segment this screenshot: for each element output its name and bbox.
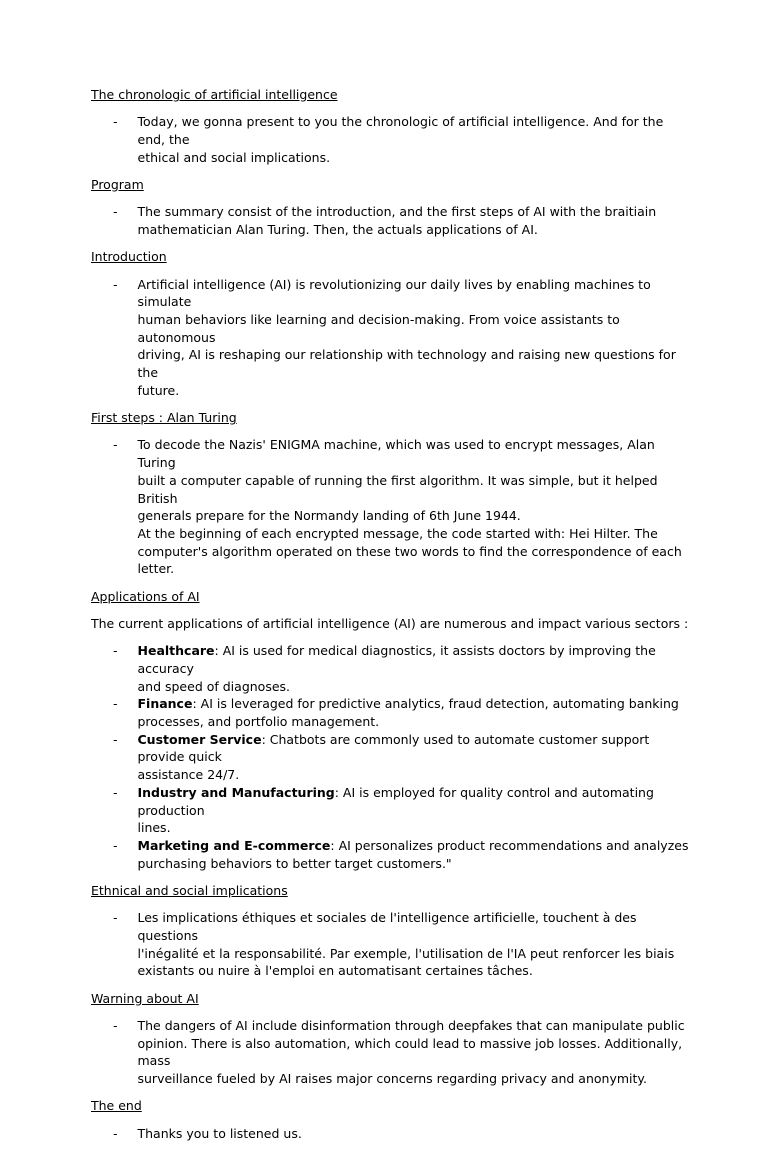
item-label: Marketing and E-commerce (137, 837, 331, 853)
bullet-list-applications (91, 642, 691, 872)
dash-bullet: - (113, 910, 118, 926)
document-page (91, 86, 691, 1152)
list-item: - Artificial intelligence (AI) is revolutionizing our daily lives by enabling machines to simulate human behaviors like learning and decision-making. From voice assistants to autonomous driving, AI is reshaping our relationship with technology and raising new questions for the future. (113, 276, 676, 398)
list-item: - The dangers of AI include disinformation through deepfakes that can manipulate public opinion. There is also automation, which could lead to massive job losses. Additionally, mass surveillance fueled by AI raises major concerns regarding privacy and anonymity. (113, 1017, 685, 1087)
list-item: - Today, we gonna present to you the chronologic of artificial intelligence. And for the end, the ethical and social implications. (113, 114, 664, 165)
list-item-industry: - Industry and Manufacturing: AI is employed for quality control and automating production lines. (113, 784, 654, 836)
applications-intro: The current applications of artificial intelligence (AI) are numerous and impact various sectors : (91, 615, 689, 631)
bullet-list-warning (91, 1017, 691, 1088)
dash-bullet: - (113, 204, 118, 220)
section-heading-introduction: Introduction (91, 249, 167, 265)
dash-bullet: - (113, 643, 118, 659)
section-heading-applications: Applications of AI (91, 588, 200, 604)
list-item: - The summary consist of the introduction, and the first steps of AI with the braitiain mathematician Alan Turing. Then, the actuals applications of AI. (113, 204, 657, 237)
dash-bullet: - (113, 731, 118, 747)
dash-bullet: - (113, 1017, 118, 1033)
list-item: - Les implications éthiques et sociales de l'intelligence artificielle, touchent à des questions l'inégalité et la responsabilité. Par exemple, l'utilisation de l'IA peut renforcer les biais existants ou nuire à l'emploi en automatisant certaines tâches. (113, 910, 675, 979)
list-item-healthcare: - Healthcare: AI is used for medical diagnostics, it assists doctors by improving the accuracy and speed of diagnoses. (113, 643, 656, 694)
section-heading-first-steps: First steps : Alan Turing (91, 410, 237, 426)
bullet-list-program (91, 203, 691, 238)
bullet-list-the-end (91, 1125, 691, 1143)
item-label: Healthcare (137, 643, 215, 659)
section-heading-title: The chronologic of artificial intelligence (91, 87, 338, 102)
bullet-list-ethics (91, 909, 691, 980)
dash-bullet: - (113, 837, 118, 853)
dash-bullet: - (113, 276, 118, 292)
section-heading-warning: Warning about AI (91, 990, 199, 1006)
dash-bullet: - (113, 1125, 118, 1141)
bullet-list-title (91, 113, 691, 166)
list-item-marketing: - Marketing and E-commerce: AI personalizes product recommendations and analyzes purchasing behaviors to better target customers." (113, 837, 689, 871)
item-label: Finance (137, 696, 193, 712)
list-item-finance: - Finance: AI is leveraged for predictive analytics, fraud detection, automating banking processes, and portfolio management. (113, 696, 679, 730)
bullet-list-first-steps (91, 436, 691, 578)
list-item-customer-service: - Customer Service: Chatbots are commonly used to automate customer support provide quick assistance 24/7. (113, 731, 650, 783)
dash-bullet: - (113, 784, 118, 800)
section-heading-ethics: Ethnical and social implications (91, 882, 288, 898)
item-label: Customer Service (137, 731, 262, 747)
dash-bullet: - (113, 696, 118, 712)
dash-bullet: - (113, 437, 118, 453)
dash-bullet: - (113, 114, 118, 130)
section-heading-program: Program (91, 177, 144, 192)
list-item: - To decode the Nazis' ENIGMA machine, which was used to encrypt messages, Alan Turing built a computer capable of running the first algorithm. It was simple, but it helped British generals prepare for the Normandy landing of 6th June 1944. At the beginning of each encrypted message, the code started with: Hei Hilter. The computer's algorithm operated on these two words to find the correspondence of each letter. (113, 437, 682, 577)
item-label: Industry and Manufacturing (137, 784, 335, 800)
list-item: - Thanks you to listened us. (113, 1125, 302, 1141)
bullet-list-introduction (91, 276, 691, 400)
section-heading-the-end: The end (91, 1098, 142, 1114)
